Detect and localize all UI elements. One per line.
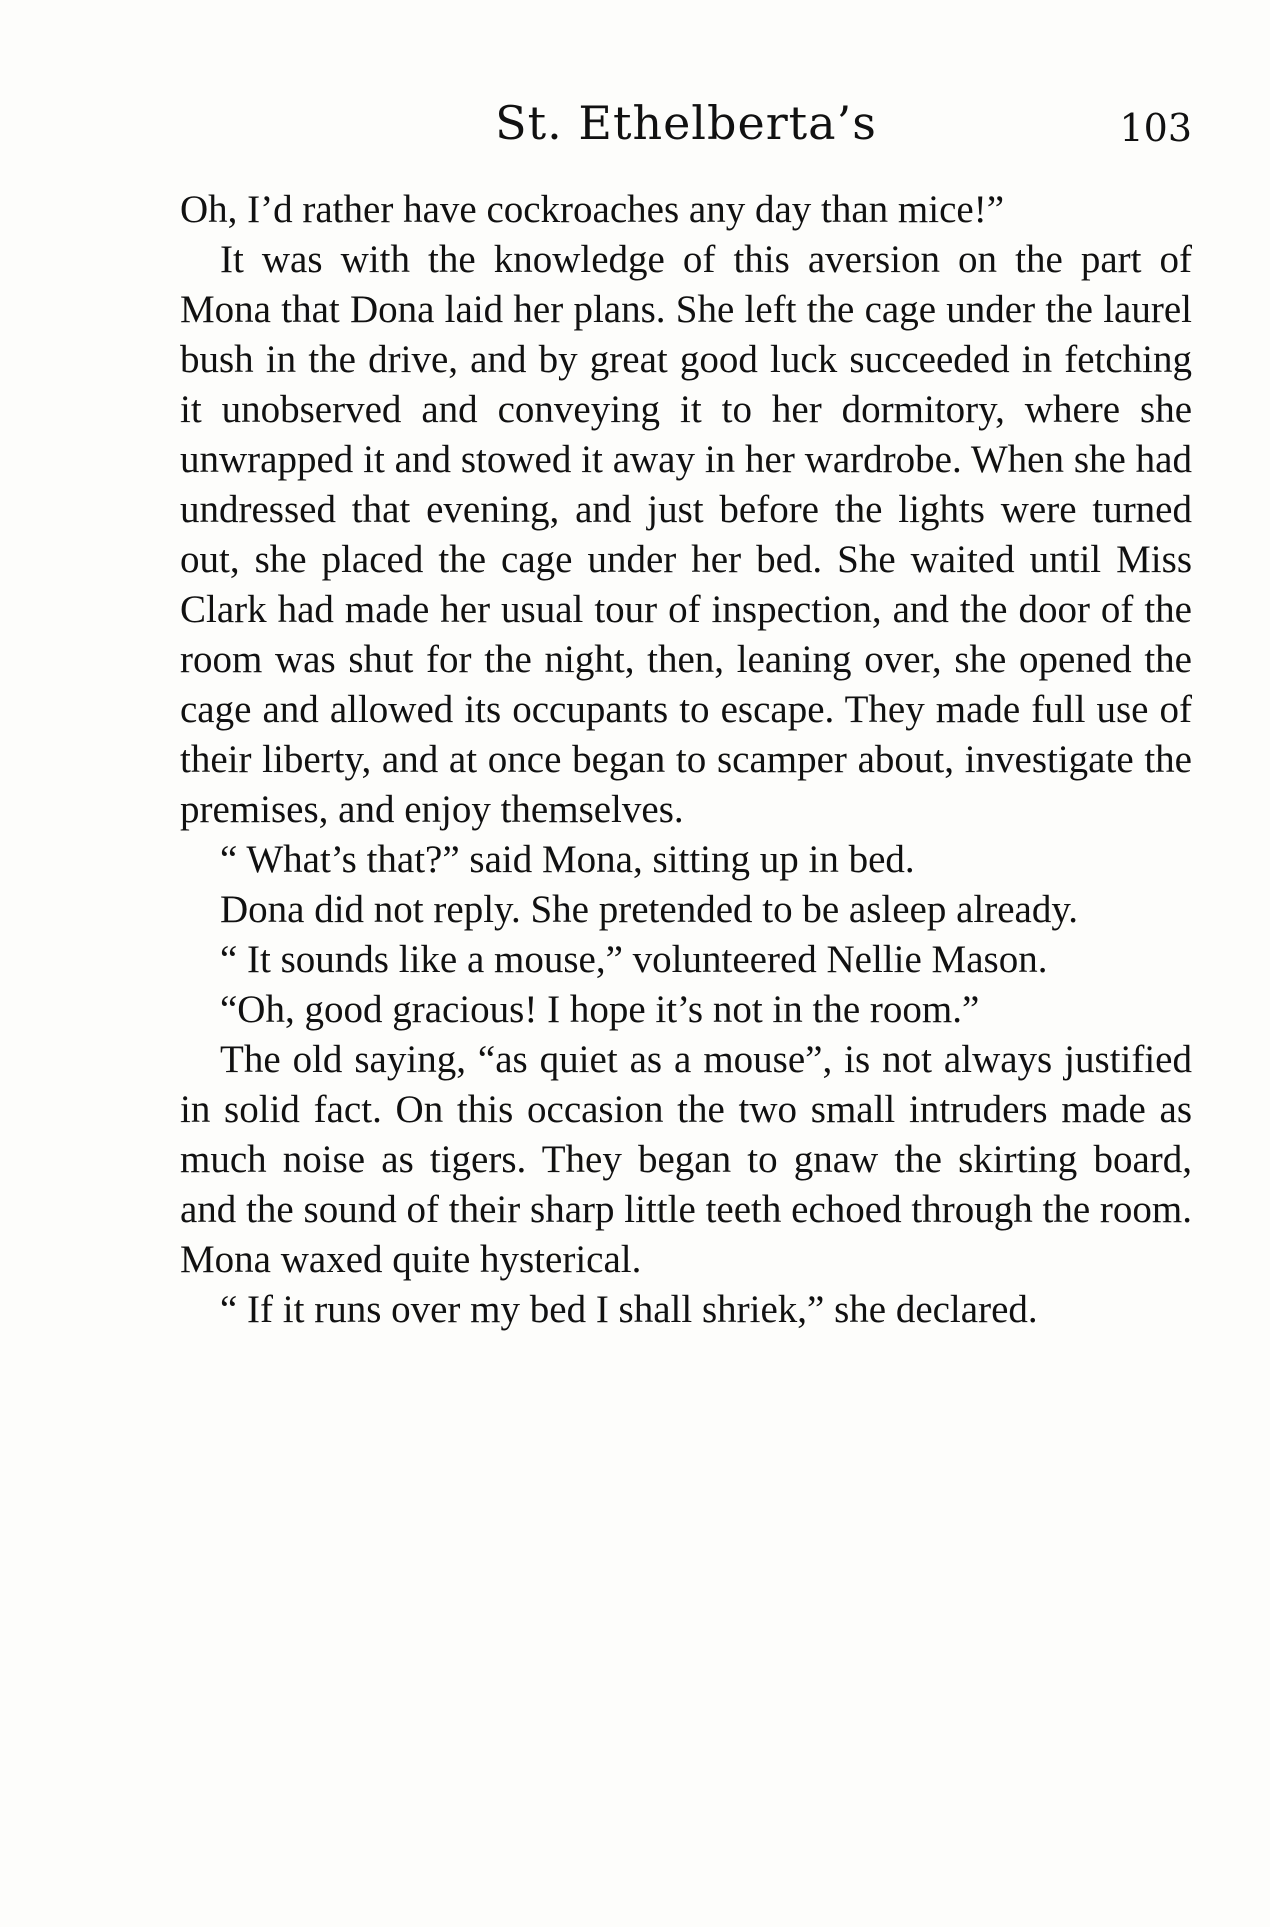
paragraph-1: Oh, I’d rather have cockroaches any day than mice!” bbox=[180, 188, 1005, 231]
paragraph-2: It was with the knowledge of this aversion on the part of Mona that Dona laid her plans. She left the cage under the laurel bush in the drive, and by great good luck succeeded in fetching it unobserved and conveying it to her dormitory, where she unwrapped it and stowed it away in her wardrobe. When she had undressed that evening, and just before the lights were turned out, she placed the cage under her bed. She waited until Miss Clark had made her usual tour of inspection, and the door of the room was shut for the night, then, leaning over, she opened the cage and allowed its occupants to escape. They made full use of their liberty, and at once began to scamper about, investigate the premises, and enjoy themselves. bbox=[180, 238, 1192, 831]
paragraph-6: “Oh, good gracious! I hope it’s not in the room.” bbox=[220, 988, 980, 1031]
paragraph-5: “ It sounds like a mouse,” volunteered Nellie Mason. bbox=[220, 938, 1048, 981]
paragraph-7: The old saying, “as quiet as a mouse”, is not always justified in solid fact. On this occasion the two small intruders made as much noise as tigers. They began to gnaw the skirting board, and the sound of their sharp little teeth echoed through the room. Mona waxed quite hysterical. bbox=[180, 1038, 1192, 1281]
page-number: 103 bbox=[1119, 106, 1192, 150]
running-head bbox=[180, 96, 1192, 156]
paragraph-8: “ If it runs over my bed I shall shriek,” she declared. bbox=[220, 1288, 1038, 1331]
running-title: St. Ethelberta’s bbox=[495, 96, 877, 150]
paragraph-4: Dona did not reply. She pretended to be asleep already. bbox=[220, 888, 1079, 931]
paragraph-3: “ What’s that?” said Mona, sitting up in bed. bbox=[220, 838, 915, 881]
body-text bbox=[180, 185, 1192, 1335]
